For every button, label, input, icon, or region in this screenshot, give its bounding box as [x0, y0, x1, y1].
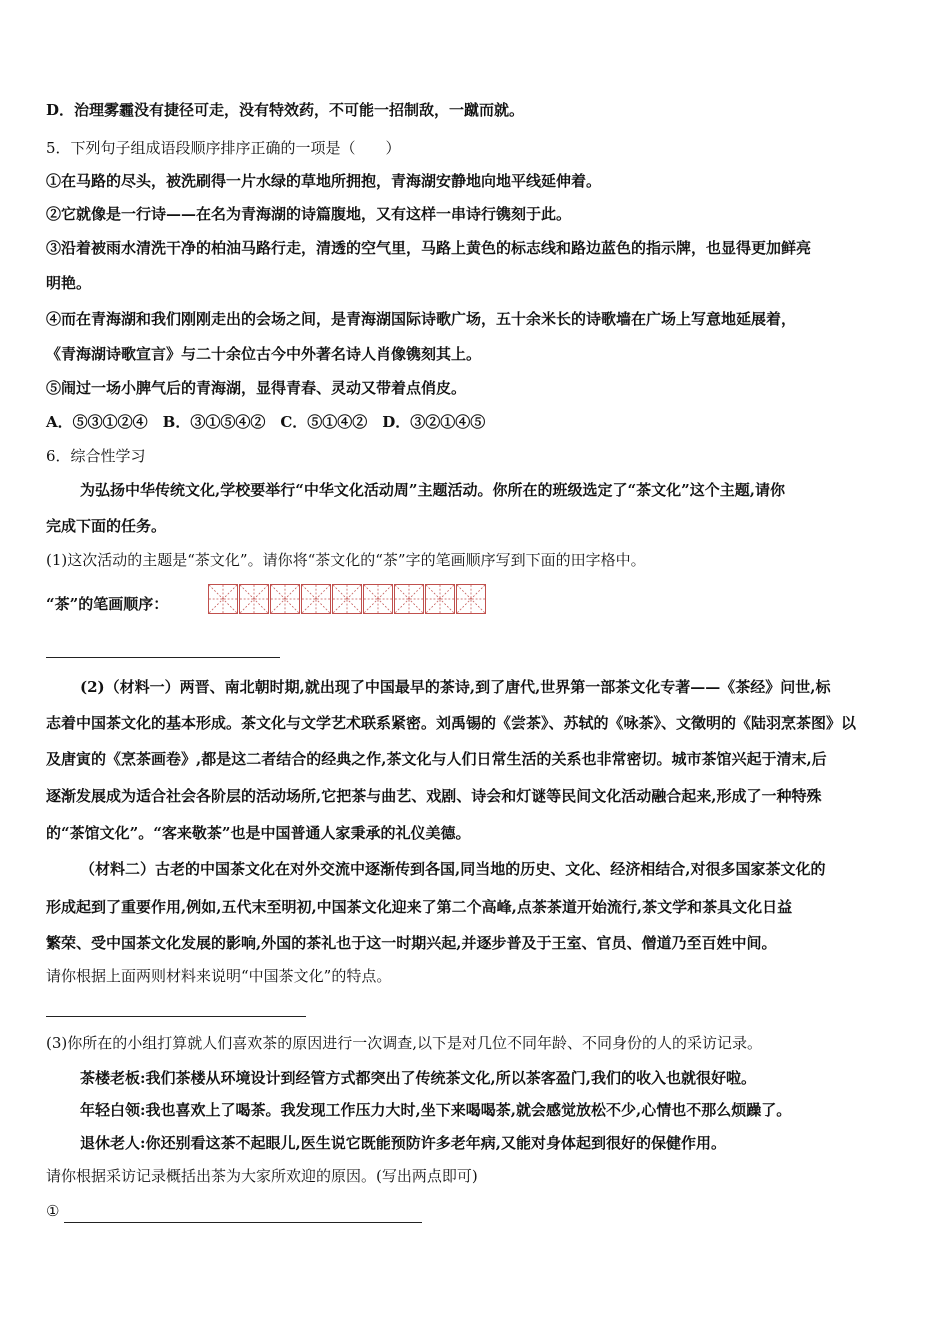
q6-title: 6．综合性学习	[46, 447, 146, 465]
material-2-line-3: 繁荣、受中国茶文化发展的影响,外国的茶礼也于这一时期兴起,并逐步普及于王室、官员、僧道乃至百姓中间。	[46, 934, 777, 952]
option-d-label: D．	[46, 101, 75, 119]
answer-line-task-3[interactable]	[64, 1222, 422, 1223]
tianzige-cell[interactable]	[208, 584, 238, 614]
q5-sentence-1: ①在马路的尽头，被洗刷得一片水绿的草地所拥抱，青海湖安静地向地平线延伸着。	[46, 172, 602, 190]
tianzige-cell[interactable]	[301, 584, 331, 614]
interview-retired-elder: 退休老人:你还别看这茶不起眼儿,医生说它既能预防许多老年病,又能对身体起到很好的保健作用。	[80, 1134, 726, 1152]
tianzige-cell[interactable]	[270, 584, 300, 614]
tianzige-cell[interactable]	[425, 584, 455, 614]
tianzige-cell[interactable]	[239, 584, 269, 614]
material-1-line-3: 及唐寅的《烹茶画卷》,都是这二者结合的经典之作,茶文化与人们日常生活的关系也非常密切。城市茶馆兴起于清末,后	[46, 750, 827, 768]
tianzige-cell[interactable]	[363, 584, 393, 614]
q5-sentence-4-line-1: ④而在青海湖和我们刚刚走出的会场之间，是青海湖国际诗歌广场，五十余米长的诗歌墙在广场上写意地延展着，	[46, 310, 797, 328]
answer-marker-1: ①	[46, 1202, 60, 1220]
q5-sentence-3-line-1: ③沿着被雨水清洗干净的柏油马路行走，清透的空气里，马路上黄色的标志线和路边蓝色的指示牌，也显得更加鲜亮	[46, 239, 812, 257]
material-1-line-5: 的“茶馆文化”。“客来敬茶”也是中国普通人家秉承的礼仪美德。	[46, 824, 471, 842]
material-1-line-2: 志着中国茶文化的基本形成。茶文化与文学艺术联系紧密。刘禹锡的《尝茶》、苏轼的《咏茶》、文徵明的《陆羽烹茶图》以	[46, 714, 857, 732]
q5-sentence-3-line-2: 明艳。	[46, 274, 92, 292]
answer-line-task-1	[46, 657, 280, 658]
q5-stem: 5．下列句子组成语段顺序排序正确的一项是（ ）	[46, 139, 401, 157]
tianzige-cell[interactable]	[456, 584, 486, 614]
interview-teahouse-owner: 茶楼老板:我们茶楼从环境设计到经管方式都突出了传统茶文化,所以茶客盈门,我们的收入也就很好啦。	[80, 1069, 756, 1087]
q4-option-d	[46, 100, 906, 120]
q5-sentence-5: ⑤闹过一场小脾气后的青海湖，显得青春、灵动又带着点俏皮。	[46, 379, 467, 397]
stroke-order-label: “茶”的笔画顺序：	[46, 595, 169, 613]
q5-sentence-2: ②它就像是一行诗——在名为青海湖的诗篇腹地，又有这样一串诗行镌刻于此。	[46, 205, 572, 223]
q5-options: A．⑤③①②④ B．③①⑤④② C．⑤①④② D．③②①④⑤	[46, 413, 486, 431]
q6-intro-line-2: 完成下面的任务。	[46, 517, 167, 535]
material-1-line-1: (2)（材料一）两晋、南北朝时期,就出现了中国最早的茶诗,到了唐代,世界第一部茶文化专著——《茶经》问世,标	[80, 678, 831, 696]
material-2-line-1: （材料二）古老的中国茶文化在对外交流中逐渐传到各国,同当地的历史、文化、经济相结合,对很多国家茶文化的	[80, 860, 826, 878]
q5-sentence-4-line-2: 《青海湖诗歌宣言》与二十余位古今中外著名诗人肖像镌刻其上。	[46, 345, 482, 363]
tianzige-grid[interactable]	[208, 584, 487, 614]
answer-line-task-2	[46, 1016, 306, 1017]
q6-intro-line-1: 为弘扬中华传统文化,学校要举行“中华文化活动周”主题活动。你所在的班级选定了“茶文化”这个主题,请你	[80, 481, 785, 499]
q6-task-2-question: 请你根据上面两则材料来说明“中国茶文化”的特点。	[46, 967, 392, 985]
material-2-line-2: 形成起到了重要作用,例如,五代末至明初,中国茶文化迎来了第二个高峰,点茶茶道开始流行,茶文学和茶具文化日益	[46, 898, 793, 916]
q6-task-3-question: 请你根据采访记录概括出茶为大家所欢迎的原因。(写出两点即可)	[46, 1167, 478, 1185]
q6-task-3: (3)你所在的小组打算就人们喜欢茶的原因进行一次调查,以下是对几位不同年龄、不同身份的人的采访记录。	[46, 1034, 763, 1052]
tianzige-cell[interactable]	[332, 584, 362, 614]
material-1-line-4: 逐渐发展成为适合社会各阶层的活动场所,它把茶与曲艺、戏剧、诗会和灯谜等民间文化活动融合起来,形成了一种特殊	[46, 787, 822, 805]
tianzige-cell[interactable]	[394, 584, 424, 614]
interview-young-worker: 年轻白领:我也喜欢上了喝茶。我发现工作压力大时,坐下来喝喝茶,就会感觉放松不少,心情也不那么烦躁了。	[80, 1101, 792, 1119]
q6-task-1: (1)这次活动的主题是“茶文化”。请你将“茶文化的“茶”字的笔画顺序写到下面的田字格中。	[46, 551, 646, 569]
option-d-text: 治理雾霾没有捷径可走，没有特效药，不可能一招制敌，一蹴而就。	[74, 101, 525, 119]
